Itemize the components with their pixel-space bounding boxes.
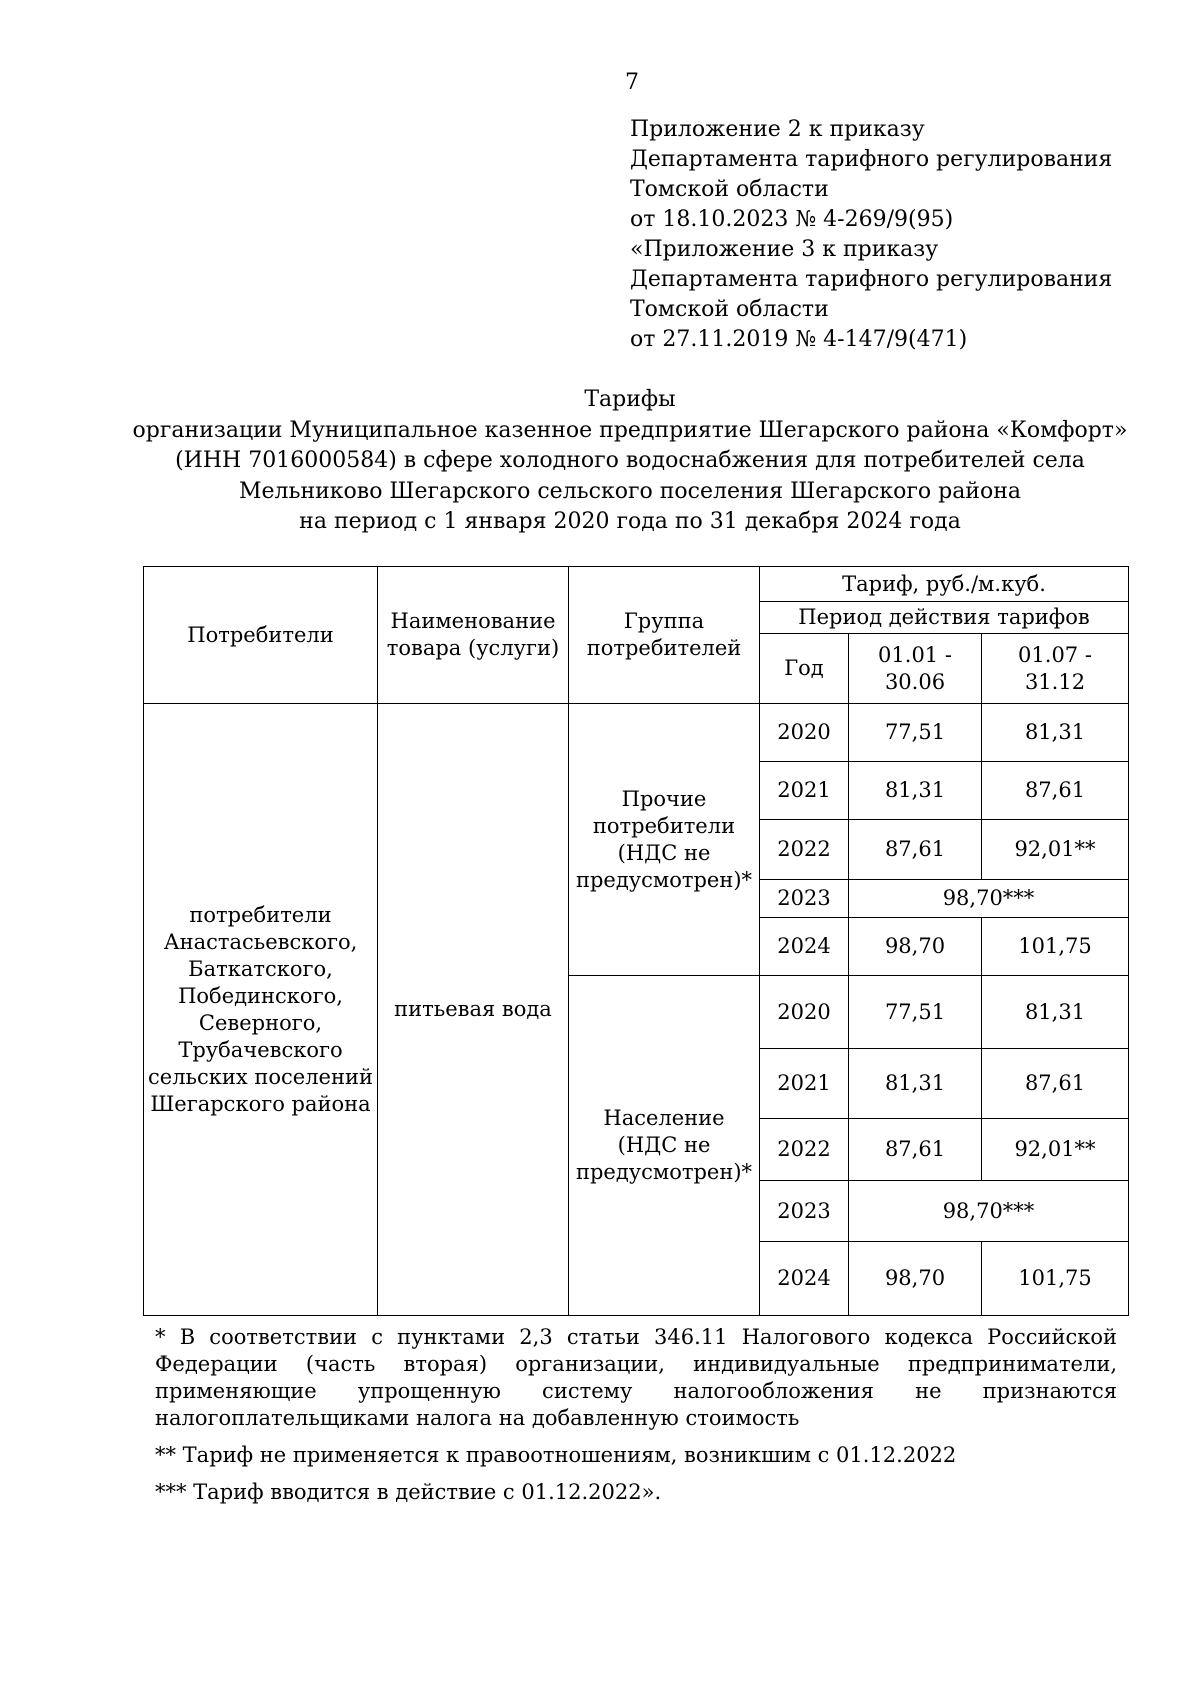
group-line: Прочие — [621, 786, 707, 811]
title-line: организации Муниципальное казенное предприятие Шегарского района «Комфорт» — [132, 417, 1128, 443]
consumers-line: Трубачевского — [178, 1037, 343, 1062]
consumers-line: Северного, — [198, 1010, 323, 1035]
group-line: предусмотрен)* — [575, 867, 753, 892]
title-line: (ИНН 7016000584) в сфере холодного водоснабжения для потребителей села — [175, 448, 1085, 473]
tariff-second-half: 101,75 — [982, 918, 1129, 976]
tariff-table — [143, 566, 1129, 1316]
consumers-line: сельских поселений — [148, 1064, 373, 1089]
footnote-vat: * В соответствии с пунктами 2,3 статьи 346.11 Налогового кодекса Российской Федерации (часть вторая) организации, индивидуальные предприниматели, применяющие упрощенную систему налогообложения не признаются налогоплательщиками налога на добавленную стоимость — [155, 1325, 1117, 1430]
year-cell: 2023 — [760, 880, 849, 918]
table-row — [144, 704, 1129, 762]
year-cell: 2022 — [760, 1119, 849, 1181]
year-cell: 2023 — [760, 1181, 849, 1242]
tariff-first-half: 81,31 — [849, 1049, 982, 1119]
header-year: Год — [760, 634, 849, 704]
title-line: на период с 1 января 2020 года по 31 декабря 2024 года — [299, 509, 961, 534]
tariff-first-half: 87,61 — [849, 1119, 982, 1181]
header-group — [569, 567, 760, 704]
tariff-second-half: 92,01** — [982, 820, 1129, 880]
header-second-half — [982, 634, 1129, 704]
title-line: Мельниково Шегарского сельского поселения Шегарского района — [238, 478, 1021, 504]
approval-line: от 27.11.2019 № 4-147/9(471) — [630, 327, 968, 352]
consumers-line: Побединского, — [178, 983, 343, 1008]
approval-block — [630, 115, 1112, 355]
document-title — [90, 385, 1170, 538]
approval-line: Томской области — [630, 297, 829, 322]
year-cell: 2021 — [760, 762, 849, 820]
tariff-first-half: 77,51 — [849, 976, 982, 1049]
year-cell: 2024 — [760, 1242, 849, 1316]
header-group-line: Группа — [623, 609, 705, 633]
header-period: Период действия тарифов — [760, 602, 1129, 634]
year-cell: 2020 — [760, 704, 849, 762]
footnotes — [155, 1324, 1117, 1516]
tariff-first-half: 87,61 — [849, 820, 982, 880]
header-first-half-line: 01.01 - — [878, 642, 952, 667]
tariff-second-half: 81,31 — [982, 976, 1129, 1049]
tariff-first-half: 98,70 — [849, 918, 982, 976]
tariff-merged: 98,70*** — [849, 1181, 1129, 1242]
footnote-effective: *** Тариф вводится в действие с 01.12.2022». — [155, 1480, 662, 1504]
header-second-half-line: 31.12 — [1024, 669, 1086, 694]
header-product — [378, 567, 569, 704]
consumers-line: Шегарского района — [150, 1091, 371, 1116]
group-line: предусмотрен)* — [575, 1160, 753, 1184]
approval-line: «Приложение 3 к приказу — [630, 237, 939, 262]
year-cell: 2024 — [760, 918, 849, 976]
tariff-second-half: 92,01** — [982, 1119, 1129, 1181]
tariff-first-half: 98,70 — [849, 1242, 982, 1316]
approval-line: Департамента тарифного регулирования — [630, 147, 1113, 172]
group-cell-other — [569, 704, 760, 976]
year-cell: 2020 — [760, 976, 849, 1049]
tariff-second-half: 101,75 — [982, 1242, 1129, 1316]
group-line: (НДС не — [617, 840, 711, 865]
tariff-first-half: 77,51 — [849, 704, 982, 762]
group-line: Население — [603, 1106, 725, 1130]
header-second-half-line: 01.07 - — [1018, 642, 1092, 667]
approval-line: Томской области — [630, 177, 829, 202]
tariff-first-half: 81,31 — [849, 762, 982, 820]
title-line: Тарифы — [584, 387, 676, 412]
header-group-line: потребителей — [586, 636, 742, 660]
year-cell: 2021 — [760, 1049, 849, 1119]
group-line: потребители — [592, 813, 736, 838]
year-cell: 2022 — [760, 820, 849, 880]
page-number: 7 — [625, 70, 639, 95]
header-tariff: Тариф, руб./м.куб. — [760, 567, 1129, 602]
consumers-line: потребители — [189, 902, 332, 927]
group-cell-population — [569, 976, 760, 1316]
header-product-line: товара (услуги) — [386, 636, 560, 660]
header-product-line: Наименование — [390, 609, 556, 633]
tariff-second-half: 81,31 — [982, 704, 1129, 762]
approval-line: Приложение 2 к приказу — [630, 117, 925, 142]
header-first-half-line: 30.06 — [884, 669, 946, 694]
footnote-not-applied: ** Тариф не применяется к правоотношениям, возникшим с 01.12.2022 — [155, 1443, 957, 1467]
consumers-line: Анастасьевского, — [163, 929, 358, 954]
header-first-half — [849, 634, 982, 704]
consumers-line: Баткатского, — [188, 956, 333, 981]
tariff-merged: 98,70*** — [849, 880, 1129, 918]
product-cell: питьевая вода — [378, 704, 569, 1316]
tariff-second-half: 87,61 — [982, 1049, 1129, 1119]
group-line: (НДС не — [617, 1133, 711, 1157]
approval-line: Департамента тарифного регулирования — [630, 267, 1113, 292]
header-consumers: Потребители — [144, 567, 378, 704]
approval-line: от 18.10.2023 № 4-269/9(95) — [630, 207, 954, 232]
tariff-second-half: 87,61 — [982, 762, 1129, 820]
consumers-cell — [144, 704, 378, 1316]
